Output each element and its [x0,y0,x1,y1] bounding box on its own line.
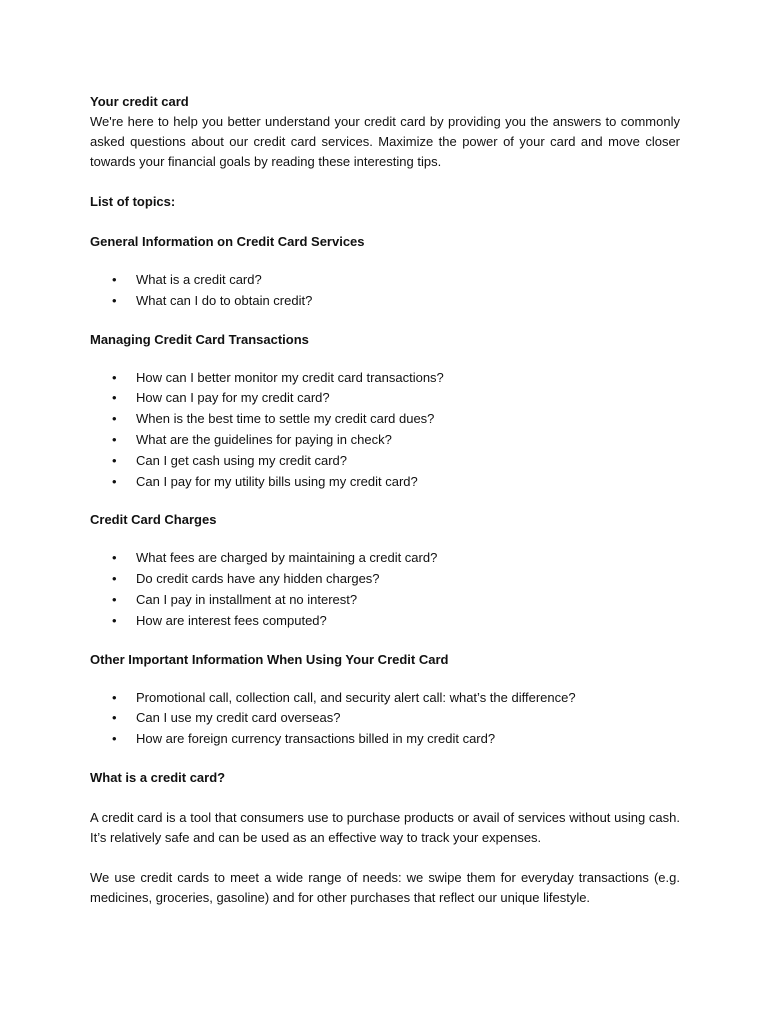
topic-list-general [90,270,680,312]
bullet-icon: • [112,731,117,747]
list-item-label: Can I use my credit card overseas? [136,710,341,726]
bullet-icon: • [112,292,117,308]
list-item[interactable] [90,270,680,291]
list-item-label: Can I pay in installment at no interest? [136,591,358,607]
list-item[interactable] [90,368,680,389]
document-title: Your credit card [90,94,189,109]
list-item-label: How are interest fees computed? [136,612,327,628]
intro-paragraph: We're here to help you better understand your credit card by providing you the answers to commonly asked questions about our credit card services. Maximize the power of your card and move closer towards your financial goals by reading these interesting tips. [90,114,680,169]
topic-list-other [90,688,680,750]
bullet-icon: • [112,452,117,468]
answer-paragraph-2: We use credit cards to meet a wide range of needs: we swipe them for everyday transactions (e.g. medicines, groceries, gasoline) and for other purchases that reflect our unique lifestyle. [90,869,680,905]
list-item[interactable] [90,409,680,430]
list-item[interactable] [90,611,680,632]
list-item-label: Can I get cash using my credit card? [136,452,347,468]
bullet-icon: • [112,411,117,427]
bullet-icon: • [112,710,117,726]
bullet-icon: • [112,612,117,628]
list-item[interactable] [90,451,680,472]
list-item[interactable] [90,430,680,451]
list-item-label: How are foreign currency transactions billed in my credit card? [136,731,496,747]
list-item-label: What fees are charged by maintaining a credit card? [136,550,438,566]
list-item[interactable] [90,548,680,569]
bullet-icon: • [112,591,117,607]
list-item[interactable] [90,388,680,409]
list-item-label: How can I better monitor my credit card transactions? [136,369,444,385]
list-item-label: When is the best time to settle my credit card dues? [136,411,435,427]
section-heading-other: Other Important Information When Using Your Credit Card [90,651,449,667]
list-item-label: How can I pay for my credit card? [136,390,330,406]
bullet-icon: • [112,272,117,287]
list-item[interactable] [90,708,680,729]
list-item[interactable] [90,291,680,312]
list-item[interactable] [90,729,680,750]
topics-label: List of topics: [90,194,176,209]
list-item-label: What is a credit card? [136,272,262,287]
bullet-icon: • [112,689,117,705]
bullet-icon: • [112,431,117,447]
list-item-label: Do credit cards have any hidden charges? [136,571,380,587]
answer-heading: What is a credit card? [90,769,226,785]
bullet-icon: • [112,369,117,385]
section-heading-charges: Credit Card Charges [90,512,217,528]
bullet-icon: • [112,390,117,406]
list-item[interactable] [90,590,680,611]
bullet-icon: • [112,473,117,489]
bullet-icon: • [112,550,117,566]
topic-list-charges [90,548,680,631]
list-item[interactable] [90,472,680,493]
list-item-label: What are the guidelines for paying in check? [136,431,392,447]
list-item[interactable] [90,688,680,709]
list-item-label: Promotional call, collection call, and security alert call: what’s the difference? [136,689,576,705]
list-item[interactable] [90,569,680,590]
bullet-icon: • [112,571,117,587]
topic-list-managing [90,368,680,493]
section-heading-managing: Managing Credit Card Transactions [90,331,309,347]
section-heading-general: General Information on Credit Card Services [90,234,365,249]
answer-paragraph-1: A credit card is a tool that consumers use to purchase products or avail of services without using cash. It’s relatively safe and can be used as an effective way to track your expenses. [90,809,680,845]
list-item-label: Can I pay for my utility bills using my credit card? [136,473,418,489]
list-item-label: What can I do to obtain credit? [136,292,313,308]
